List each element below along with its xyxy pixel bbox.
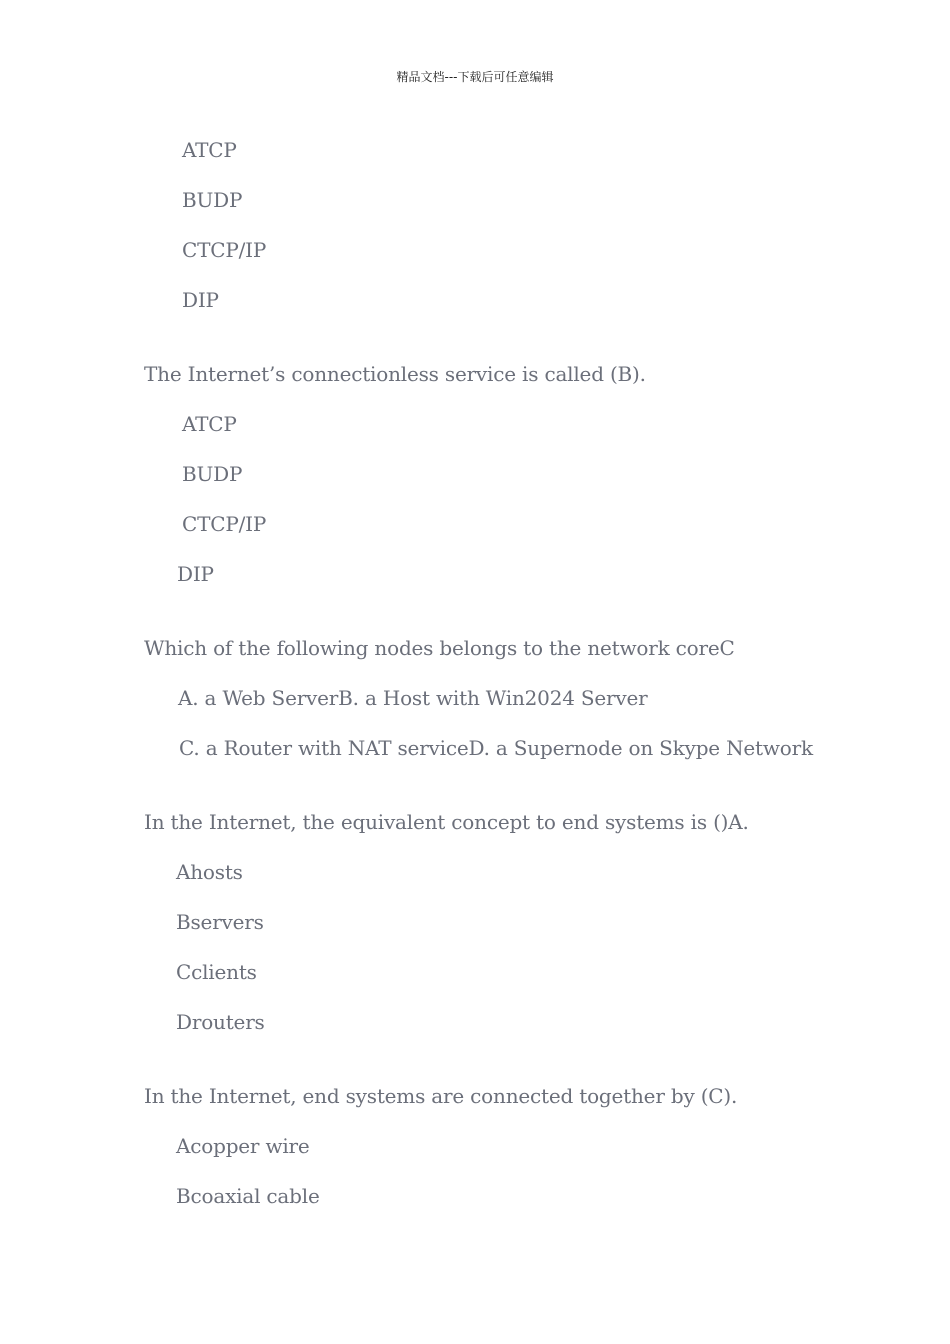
q3-option-d: Drouters: [176, 1010, 265, 1034]
q1-question: The Internet’s connectionless service is called (B).: [144, 362, 646, 386]
q4-option-a: Acopper wire: [176, 1134, 310, 1158]
q4-question: In the Internet, end systems are connected together by (C).: [144, 1084, 738, 1108]
q1-option-b: BUDP: [182, 462, 243, 486]
q0-option-d: DIP: [182, 288, 219, 312]
q0-option-b: BUDP: [182, 188, 243, 212]
q2-options-ab: A. a Web ServerB. a Host with Win2024 Server: [178, 686, 648, 710]
q2-options-cd: C. a Router with NAT serviceD. a Supernode on Skype Network: [179, 736, 813, 760]
q3-option-a: Ahosts: [176, 860, 243, 884]
q3-question: In the Internet, the equivalent concept to end systems is ()A.: [144, 810, 749, 834]
q3-option-c: Cclients: [176, 960, 257, 984]
q4-option-b: Bcoaxial cable: [176, 1184, 320, 1208]
q1-option-d: DIP: [177, 562, 214, 586]
q1-option-c: CTCP/IP: [182, 512, 267, 536]
q0-option-a: ATCP: [182, 138, 237, 162]
q1-option-a: ATCP: [182, 412, 237, 436]
q2-question: Which of the following nodes belongs to the network coreC: [144, 636, 735, 660]
q3-option-b: Bservers: [176, 910, 264, 934]
q0-option-c: CTCP/IP: [182, 238, 267, 262]
page-header: 精品文档---下载后可任意编辑: [396, 70, 554, 84]
